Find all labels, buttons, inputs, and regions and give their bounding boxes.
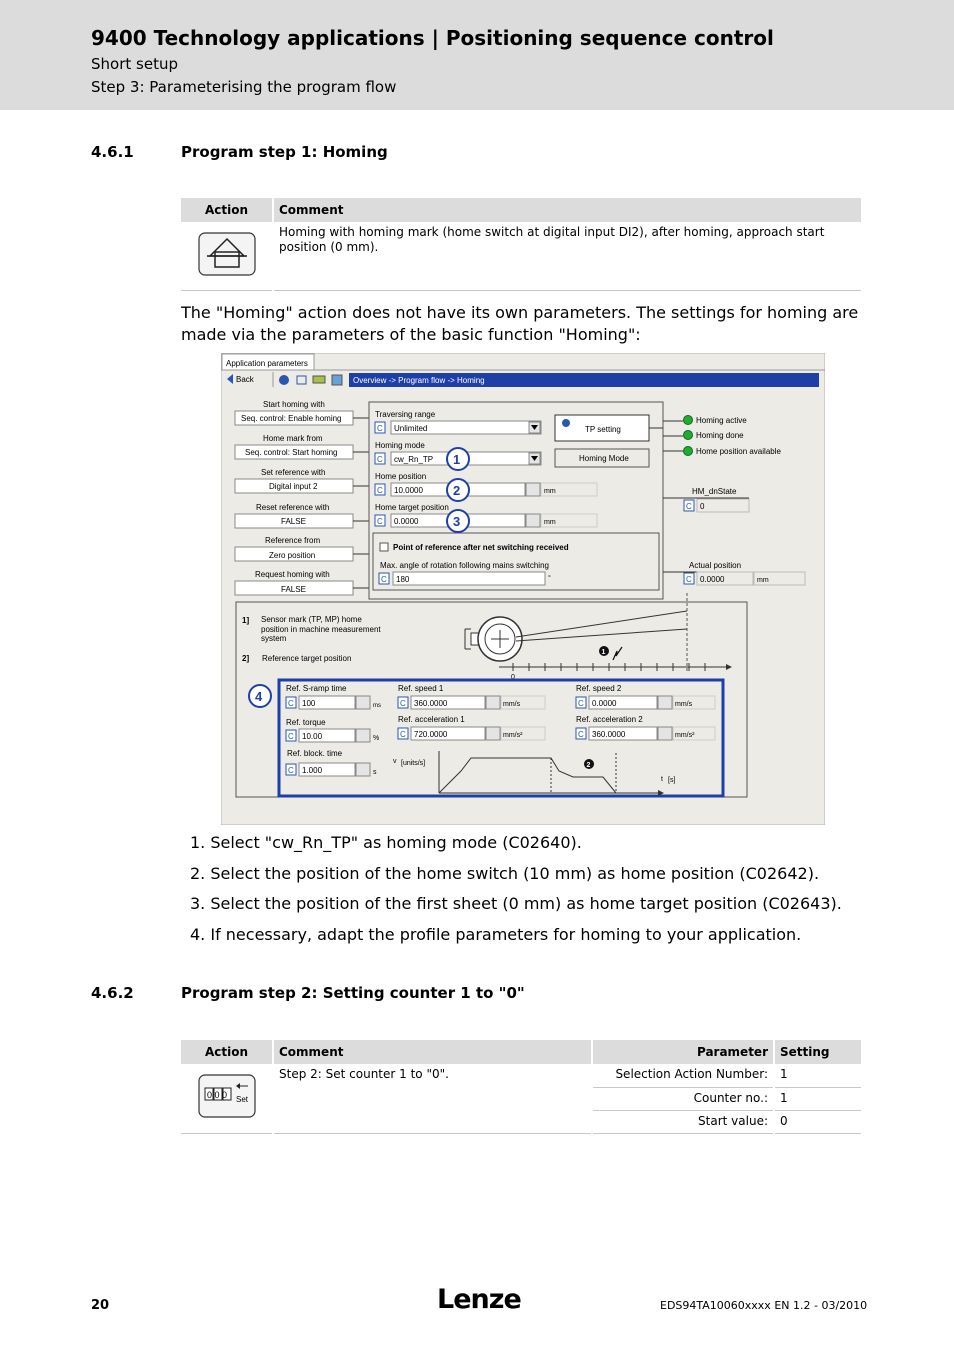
- counter-set-icon: [198, 1074, 256, 1118]
- action-table-homing: [181, 198, 863, 291]
- speed1-label: Ref. speed 1: [398, 684, 444, 693]
- svg-text:2: 2: [453, 483, 461, 498]
- application-parameters-screenshot: [221, 353, 825, 825]
- home-position-value: 10.0000: [394, 486, 423, 495]
- accel2-spinner[interactable]: [658, 727, 672, 740]
- list-item: 4. If necessary, adapt the profile parameters for homing to your application.: [190, 924, 802, 944]
- led-icon: [684, 416, 693, 425]
- col-action-header: Action: [181, 198, 273, 222]
- info-icon: [562, 419, 570, 427]
- callout-1: [447, 448, 469, 470]
- velocity-axis-unit: [units/s]: [401, 760, 426, 767]
- torque-label: Ref. torque: [286, 718, 326, 727]
- svg-text:4: 4: [255, 689, 263, 704]
- left-label: Request homing with: [255, 570, 330, 579]
- code-button[interactable]: C: [400, 730, 406, 739]
- callout-2: [447, 479, 469, 501]
- accel1-spinner[interactable]: [486, 727, 500, 740]
- checkbox-label: Point of reference after net switching received: [393, 543, 569, 552]
- actual-position-value: 0.0000: [700, 575, 725, 584]
- monitor-icon[interactable]: [313, 376, 325, 383]
- homing-mode-button-label: Homing Mode: [579, 454, 629, 463]
- code-button[interactable]: C: [288, 699, 294, 708]
- signal-value: Digital input 2: [269, 482, 318, 491]
- unit-label: mm/s²: [503, 732, 523, 739]
- block-time-spinner[interactable]: [356, 763, 370, 776]
- sramp-value: 100: [302, 699, 316, 708]
- torque-spinner[interactable]: [356, 729, 370, 742]
- col-action-header: Action: [181, 1040, 273, 1064]
- traversing-range-label: Traversing range: [375, 410, 436, 419]
- code-button[interactable]: C: [377, 424, 383, 433]
- speed1-spinner[interactable]: [486, 696, 500, 709]
- breadcrumb: Overview -> Program flow -> Homing: [353, 376, 485, 385]
- unit-label: mm/s: [675, 701, 693, 708]
- accel1-value: 720.0000: [414, 730, 448, 739]
- max-angle-label: Max. angle of rotation following mains switching: [380, 561, 549, 570]
- parameter-cell: Start value:: [592, 1110, 774, 1133]
- setting-cell: 1: [774, 1064, 862, 1087]
- unit-label: s: [373, 769, 377, 776]
- unit-label: mm: [757, 577, 769, 584]
- homing-mode-label: Homing mode: [375, 441, 425, 450]
- reference-checkbox[interactable]: [380, 543, 388, 551]
- signal-value: Seq. control: Start homing: [245, 448, 338, 457]
- home-target-label: Home target position: [375, 503, 449, 512]
- callout-4: [249, 685, 271, 707]
- status-label: Home position available: [696, 447, 781, 456]
- home-position-label: Home position: [375, 472, 427, 481]
- actual-position-label: Actual position: [689, 561, 742, 570]
- action-table-counter: [181, 1040, 863, 1134]
- code-button[interactable]: C: [578, 730, 584, 739]
- home-target-value: 0.0000: [394, 517, 419, 526]
- axis-zero-label: 0: [511, 674, 515, 681]
- left-label: Start homing with: [263, 400, 325, 409]
- signal-value: FALSE: [281, 585, 306, 594]
- legend-number: 1]: [242, 616, 250, 625]
- legend-number: 2]: [242, 654, 250, 663]
- header-subtitle-step: Step 3: Parameterising the program flow: [91, 78, 397, 96]
- degree-unit: °: [548, 575, 551, 582]
- code-button[interactable]: C: [377, 455, 383, 464]
- svg-text:3: 3: [453, 514, 461, 529]
- section-title: Program step 2: Setting counter 1 to "0": [181, 984, 525, 1002]
- homing-icon: [198, 232, 256, 276]
- home-position-spinner[interactable]: [526, 483, 540, 496]
- speed2-value: 0.0000: [592, 699, 617, 708]
- homing-mode-value: cw_Rn_TP: [394, 455, 434, 464]
- setup-steps-list: [190, 833, 842, 955]
- code-button[interactable]: C: [377, 517, 383, 526]
- accel1-label: Ref. acceleration 1: [398, 715, 465, 724]
- code-button[interactable]: C: [377, 486, 383, 495]
- header-subtitle: Short setup: [91, 55, 178, 73]
- info-icon[interactable]: [279, 375, 289, 385]
- section-title: Program step 1: Homing: [181, 143, 388, 161]
- unit-label: %: [373, 735, 380, 742]
- hm-state-value: 0: [700, 502, 705, 511]
- code-button[interactable]: C: [381, 575, 387, 584]
- action-cell: [181, 1064, 273, 1133]
- legend-sensor-mark: Sensor mark (TP, MP) home position in machine measurement system: [261, 615, 381, 643]
- block-time-label: Ref. block. time: [287, 749, 343, 758]
- code-button[interactable]: C: [288, 766, 294, 775]
- torque-value: 10.00: [302, 732, 323, 741]
- code-button[interactable]: C: [578, 699, 584, 708]
- left-label: Set reference with: [261, 468, 326, 477]
- marker-1-label: 1: [601, 649, 606, 656]
- block-time-value: 1.000: [302, 766, 323, 775]
- parameter-cell: Selection Action Number:: [592, 1064, 774, 1087]
- col-comment-header: Comment: [273, 198, 862, 222]
- max-angle-value: 180: [396, 575, 410, 584]
- page-number: 20: [91, 1298, 110, 1313]
- document-title: 9400 Technology applications | Positioning sequence control: [91, 26, 774, 50]
- accel2-label: Ref. acceleration 2: [576, 715, 643, 724]
- action-cell: [181, 222, 273, 290]
- left-label: Reset reference with: [256, 503, 330, 512]
- back-button[interactable]: Back: [236, 375, 254, 384]
- status-label: Homing done: [696, 431, 744, 440]
- home-target-spinner[interactable]: [526, 514, 540, 527]
- svg-text:1: 1: [453, 452, 461, 467]
- code-button[interactable]: C: [686, 575, 692, 584]
- section-number: 4.6.2: [91, 984, 134, 1002]
- unit-label: mm/s²: [675, 732, 695, 739]
- col-comment-header: Comment: [273, 1040, 592, 1064]
- comment-cell: Step 2: Set counter 1 to "0".: [273, 1064, 592, 1133]
- sramp-label: Ref. S-ramp time: [286, 684, 347, 693]
- list-item: 1. Select "cw_Rn_TP" as homing mode (C02640).: [190, 833, 582, 852]
- parameter-cell: Counter no.:: [592, 1087, 774, 1110]
- document-id: EDS94TA10060xxxx EN 1.2 - 03/2010: [660, 1299, 868, 1312]
- code-button[interactable]: C: [686, 502, 692, 511]
- signal-value: FALSE: [281, 517, 306, 526]
- led-icon: [684, 431, 693, 440]
- max-angle-field[interactable]: [393, 572, 545, 585]
- list-item: 3. Select the position of the first sheet (0 mm) as home target position (C02643).: [190, 894, 842, 913]
- speed2-label: Ref. speed 2: [576, 684, 622, 693]
- settings-icon[interactable]: [332, 375, 342, 385]
- page-header: [0, 0, 954, 110]
- unit-label: mm: [544, 488, 556, 495]
- col-setting-header: Setting: [774, 1040, 862, 1064]
- accel2-value: 360.0000: [592, 730, 626, 739]
- unit-label: mm: [544, 519, 556, 526]
- time-axis-unit: [s]: [668, 777, 676, 784]
- counter-digits: 0 0 0: [206, 1090, 227, 1100]
- hm-state-label: HM_dnState: [692, 487, 737, 496]
- callout-3: [447, 510, 469, 532]
- intro-paragraph: The "Homing" action does not have its own parameters. The settings for homing are made via the parameters of the basic function "Homing":: [181, 303, 859, 344]
- unit-label: ms: [373, 703, 381, 709]
- marker-2-label: 2: [586, 762, 591, 769]
- speed2-spinner[interactable]: [658, 696, 672, 709]
- signal-value: Seq. control: Enable homing: [241, 414, 342, 423]
- sramp-spinner[interactable]: [356, 696, 370, 709]
- legend-reference-target: Reference target position: [262, 654, 352, 663]
- comment-cell: Homing with homing mark (home switch at digital input DI2), after homing, approach start position (0 mm).: [273, 222, 862, 290]
- traversing-range-value: Unlimited: [394, 424, 428, 433]
- code-button[interactable]: C: [288, 732, 294, 741]
- velocity-axis-label: v: [393, 758, 397, 765]
- status-label: Homing active: [696, 416, 747, 425]
- lenze-logo: Lenze: [437, 1284, 521, 1315]
- code-button[interactable]: C: [400, 699, 406, 708]
- signal-value: Zero position: [269, 551, 316, 560]
- left-label: Reference from: [265, 536, 321, 545]
- col-parameter-header: Parameter: [592, 1040, 774, 1064]
- set-label: Set: [235, 1095, 248, 1104]
- setting-cell: 0: [774, 1110, 862, 1133]
- speed1-value: 360.0000: [414, 699, 448, 708]
- tab-label: Application parameters: [226, 359, 308, 368]
- time-axis-label: t: [661, 776, 663, 783]
- setting-cell: 1: [774, 1087, 862, 1110]
- list-item: 2. Select the position of the home switch (10 mm) as home position (C02642).: [190, 863, 820, 883]
- led-icon: [684, 447, 693, 456]
- left-label: Home mark from: [263, 434, 323, 443]
- section-number: 4.6.1: [91, 143, 134, 161]
- unit-label: mm/s: [503, 701, 521, 708]
- hm-state-field: [697, 499, 749, 512]
- tp-setting-label: TP setting: [585, 425, 621, 434]
